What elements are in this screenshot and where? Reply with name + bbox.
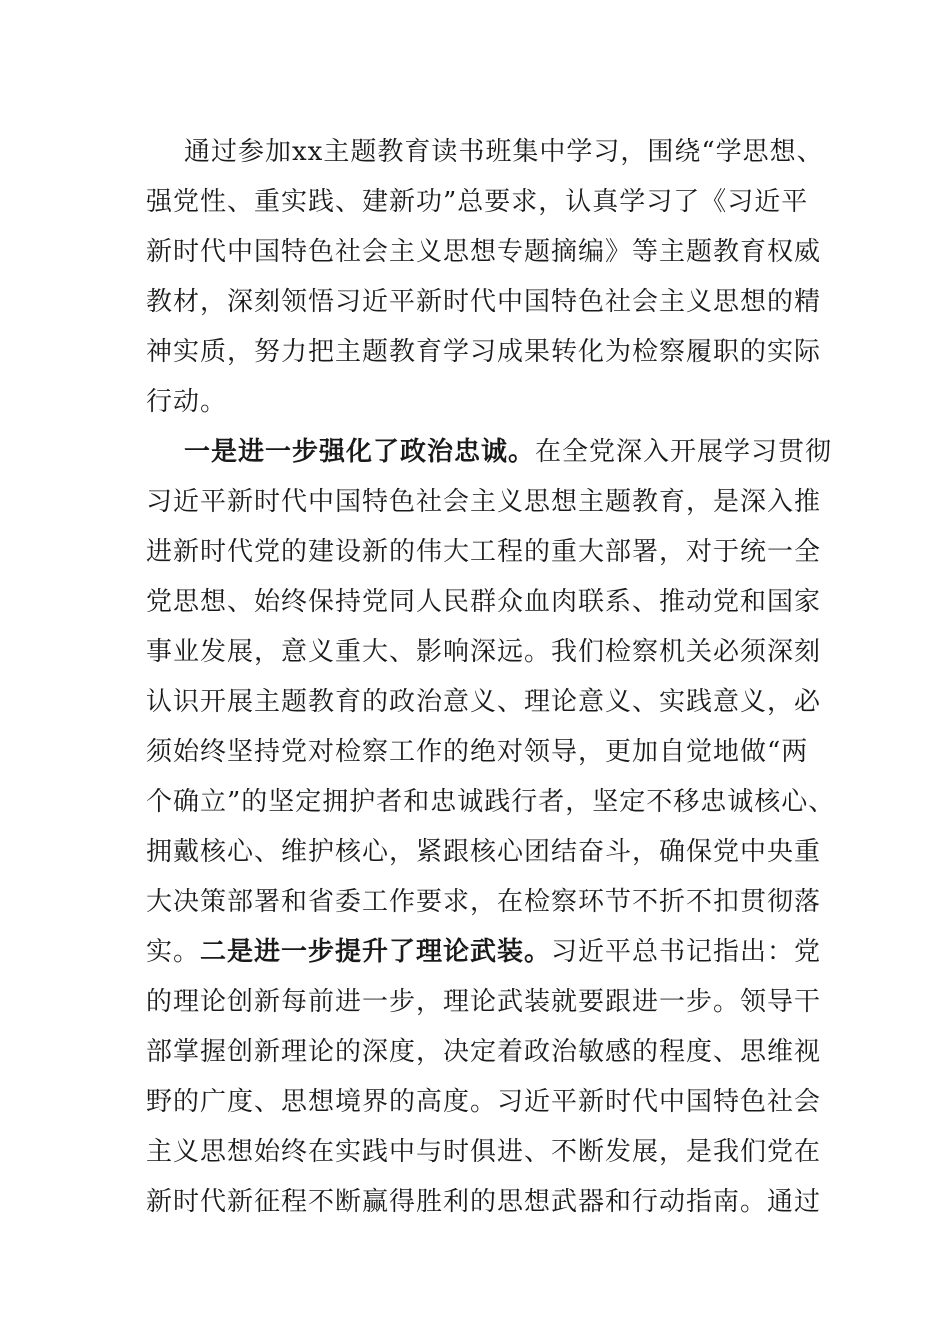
paragraph-2-line-4: 党思想、始终保持党同人民群众血肉联系、推动党和国家 <box>146 587 822 617</box>
paragraph-1-line-1: 通过参加xx主题教育读书班集中学习，围绕“学思想、 <box>184 137 824 167</box>
paragraph-2-line-1 <box>146 427 833 477</box>
paragraph-2-line-11-prefix: 实。 <box>146 937 201 967</box>
paragraph-1-line-6: 行动。 <box>146 387 228 417</box>
paragraph-2-line-2: 习近平新时代中国特色社会主义思想主题教育，是深入推 <box>146 487 822 517</box>
paragraph-2-line-5: 事业发展，意义重大、影响深远。我们检察机关必须深刻 <box>146 637 822 667</box>
paragraph-2-line-1-text: 在全党深入开展学习贯彻 <box>535 437 833 467</box>
paragraph-2-line-7: 须始终坚持党对检察工作的绝对领导，更加自觉地做“两 <box>146 737 809 767</box>
paragraph-2-line-16: 新时代新征程不断赢得胜利的思想武器和行动指南。通过 <box>146 1187 822 1217</box>
paragraph-1-line-5: 神实质，努力把主题教育学习成果转化为检察履职的实际 <box>146 337 822 367</box>
paragraph-2-line-15: 主义思想始终在实践中与时俱进、不断发展，是我们党在 <box>146 1137 822 1167</box>
paragraph-2-line-14: 野的广度、思想境界的高度。习近平新时代中国特色社会 <box>146 1087 822 1117</box>
paragraph-2-line-10: 大决策部署和省委工作要求，在检察环节不折不扣贯彻落 <box>146 887 822 917</box>
paragraph-2-line-9: 拥戴核心、维护核心，紧跟核心团结奋斗，确保党中央重 <box>146 837 822 867</box>
paragraph-2-line-13: 部掌握创新理论的深度，决定着政治敏感的程度、思维视 <box>146 1037 822 1067</box>
paragraph-2-line-6: 认识开展主题教育的政治意义、理论意义、实践意义，必 <box>146 687 822 717</box>
paragraph-2-line-8: 个确立”的坚定拥护者和忠诚践行者，坚定不移忠诚核心、 <box>146 787 836 817</box>
paragraph-1-line-3: 新时代中国特色社会主义思想专题摘编》等主题教育权威 <box>146 237 822 267</box>
paragraph-2-line-11 <box>146 927 822 977</box>
paragraph-2-line-11-text: 习近平总书记指出：党 <box>551 937 822 967</box>
paragraph-1-line-4: 教材，深刻领悟习近平新时代中国特色社会主义思想的精 <box>146 287 822 317</box>
paragraph-2-line-3: 进新时代党的建设新的伟大工程的重大部署，对于统一全 <box>146 537 822 567</box>
document-body <box>146 127 836 1227</box>
paragraph-2-line-12: 的理论创新每前进一步，理论武装就要跟进一步。领导干 <box>146 987 822 1017</box>
paragraph-1-line-2: 强党性、重实践、建新功”总要求，认真学习了《习近平 <box>146 187 809 217</box>
section-heading-theory-armament: 二是进一步提升了理论武装。 <box>200 937 552 967</box>
section-heading-political-loyalty: 一是进一步强化了政治忠诚。 <box>184 437 536 467</box>
